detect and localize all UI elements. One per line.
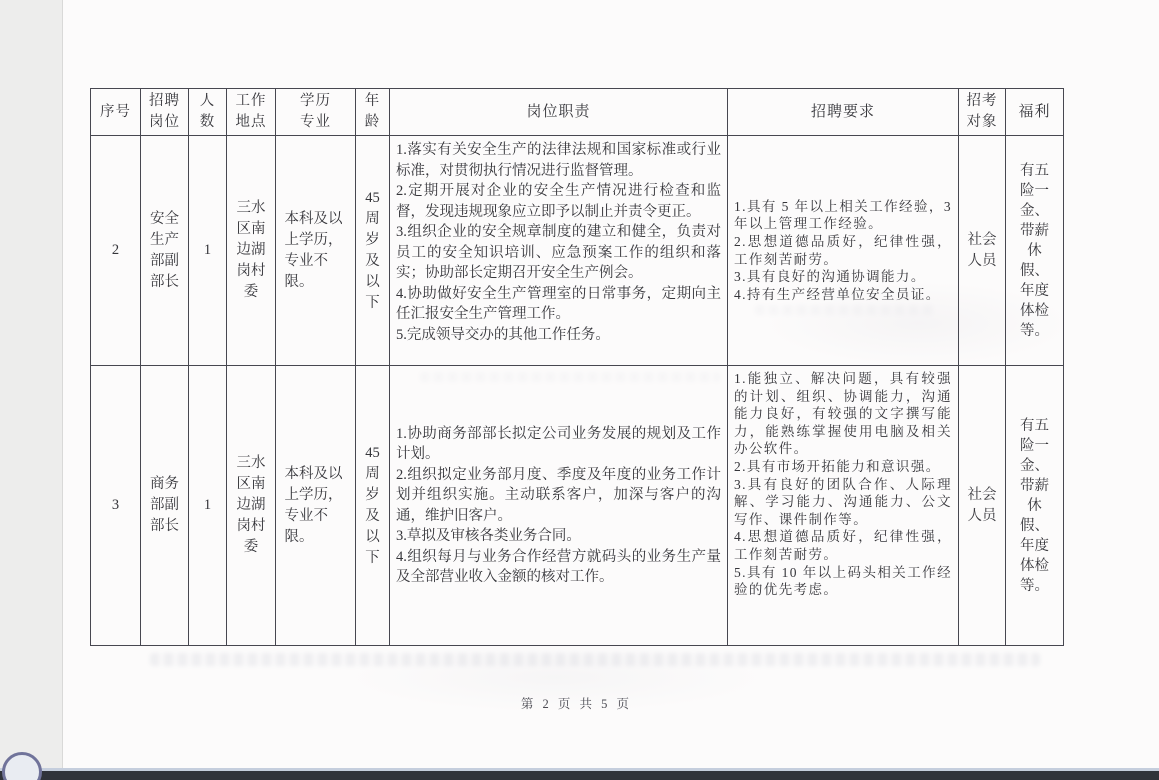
cell-age: 45周岁及以下 [356, 136, 390, 366]
duty-item: 1.落实有关安全生产的法律法规和国家标准或行业标准，对贯彻执行情况进行监督管理。 [396, 142, 721, 179]
header-row [91, 89, 1064, 136]
table-row-post-3 [91, 366, 1064, 646]
duty-item: 2.组织拟定业务部月度、季度及年度的业务工作计划并组织实施。主动联系客户，加深与客户的沟通，维护旧客户。 [396, 466, 721, 524]
header-location: 工作地点 [227, 89, 276, 136]
cell-location: 三水区南边湖岗村委 [227, 136, 276, 366]
cell-requirements [728, 366, 959, 646]
cell-serial-no: 3 [91, 366, 141, 646]
header-target: 招考对象 [959, 89, 1006, 136]
duty-item: 5.完成领导交办的其他工作任务。 [396, 326, 610, 343]
page-number-footer: 第 2 页 共 5 页 [520, 697, 633, 711]
requirement-item: 3.具有良好的团队合作、人际理解、学习能力、沟通能力、公文写作、课件制作等。 [734, 476, 952, 527]
scanner-edge-strip [0, 0, 63, 780]
requirement-item: 1.能独立、解决问题，具有较强的计划、组织、协调能力，沟通能力良好，有较强的文字撰写能力，能熟练掌握使用电脑及相关办公软件。 [734, 371, 952, 457]
requirement-item: 5.具有 10 年以上码头相关工作经验的优先考虑。 [734, 564, 952, 598]
requirement-item: 2.思想道德品质好，纪律性强，工作刻苦耐劳。 [734, 233, 952, 267]
requirement-item: 4.持有生产经营单位安全员证。 [734, 286, 941, 302]
cell-position: 商务部副部长 [141, 366, 189, 646]
cell-education: 本科及以上学历，专业不限。 [276, 366, 356, 646]
cell-age: 45周岁及以下 [356, 366, 390, 646]
cell-welfare: 有五险一金、带薪休假、年度体检等。 [1006, 366, 1064, 646]
ink-bleed-through [150, 653, 1040, 666]
duty-item: 4.组织每月与业务合作经营方就码头的业务生产量及全部营业收入金额的核对工作。 [396, 548, 721, 585]
cell-serial-no: 2 [91, 136, 141, 366]
requirement-item: 2.具有市场开拓能力和意识强。 [734, 458, 941, 474]
header-headcount: 人数 [189, 89, 227, 136]
requirement-item: 4.思想道德品质好，纪律性强，工作刻苦耐劳。 [734, 529, 952, 562]
duty-item: 4.协助做好安全生产管理室的日常事务，定期向主任汇报安全生产管理工作。 [396, 285, 721, 322]
duty-item: 1.协助商务部部长拟定公司业务发展的规划及工作计划。 [396, 425, 721, 462]
cell-target: 社会人员 [959, 136, 1006, 366]
recruitment-table [90, 88, 1064, 646]
header-position: 招聘岗位 [141, 89, 189, 136]
cell-headcount: 1 [189, 366, 227, 646]
header-serial-no: 序号 [91, 89, 141, 136]
cell-welfare: 有五险一金、带薪休假、年度体检等。 [1006, 136, 1064, 366]
cell-duties [390, 366, 728, 646]
table-row-post-2 [91, 136, 1064, 366]
header-duties: 岗位职责 [390, 89, 728, 136]
cell-headcount: 1 [189, 136, 227, 366]
header-welfare: 福利 [1006, 89, 1064, 136]
cell-duties [390, 136, 728, 366]
header-requirements: 招聘要求 [728, 89, 959, 136]
cell-location: 三水区南边湖岗村委 [227, 366, 276, 646]
requirement-item: 3.具有良好的沟通协调能力。 [734, 269, 926, 285]
duty-item: 3.组织企业的安全规章制度的建立和健全，负责对员工的安全知识培训、应急预案工作的组织和落实；协助部长定期召开安全生产例会。 [396, 224, 721, 281]
header-education: 学历专业 [276, 89, 356, 136]
cell-requirements [728, 136, 959, 366]
cell-position: 安全生产部副部长 [141, 136, 189, 366]
requirement-item: 1.具有 5 年以上相关工作经验，3 年以上管理工作经验。 [734, 198, 952, 232]
duty-item: 2.定期开展对企业的安全生产情况进行检查和监督，发现违规现象应立即予以制止并责令更正。 [396, 183, 721, 220]
header-age: 年龄 [356, 89, 390, 136]
duty-item: 3.草拟及审核各类业务合同。 [396, 528, 581, 544]
cell-education: 本科及以上学历，专业不限。 [276, 136, 356, 366]
cell-target: 社会人员 [959, 366, 1006, 646]
scan-bottom-edge [0, 771, 1159, 780]
